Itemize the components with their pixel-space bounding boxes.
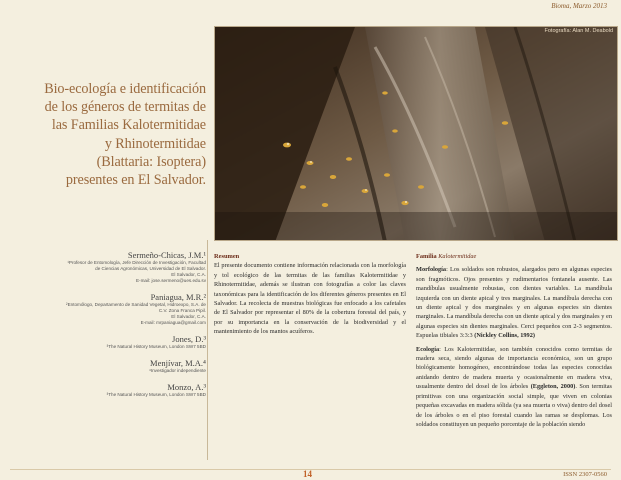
author-email: E-mail: mrpaniagua@gmail.com	[140, 320, 206, 325]
title-line: Bio-ecología e identificación	[44, 81, 206, 97]
author-affiliation: C.V. Zona Franca Pipil.	[158, 308, 206, 313]
author-name: Sermeño-Chicas, J.M.¹	[127, 250, 206, 260]
page-footer	[0, 466, 621, 480]
author-block	[6, 334, 206, 350]
issn-label: ISSN 2307-0560	[563, 471, 607, 478]
author-affiliation: El Salvador, C.A.	[171, 314, 206, 319]
abstract-heading: Resumen	[214, 253, 240, 260]
author-block	[6, 382, 206, 398]
author-block	[6, 250, 206, 284]
abstract-section	[214, 252, 406, 337]
ecology-heading: Ecología	[416, 345, 440, 353]
abstract-text: El presente documento contiene información relacionada con la morfología y tol ecológico de las termitas de las familias Kalotermitidae y Rhinotermitidae, además se ilustran con fotografías a color las claves taxonómicas para la identificación de los diferentes géneros presentes en El Salvador. La recolecta de muestras biológicas fue enfocado a los cafetales de El Salvador por representar el 80% de la cobertura forestal del país, y por su importancia en la conservación de la biodiversidad y el mantenimiento de los mantos acuíferos.	[214, 262, 406, 336]
morphology-heading: Morfología	[416, 266, 447, 274]
author-affiliation: de Ciencias Agronómicas, Universidad de El Salvador.	[95, 266, 206, 271]
page-number: 14	[303, 469, 312, 479]
author-email: E-mail: jose.sermeno@ues.edu.sv	[135, 278, 206, 283]
author-affiliation: ¹Profesor de Entomología, Jefe Dirección de Investigación, Facultad	[67, 260, 206, 265]
author-affiliation: ²Entomólogo, Departamento de Sanidad Vegetal, Hidroexpo, S.A. de	[66, 302, 206, 307]
ecology-paragraph	[416, 345, 612, 430]
morphology-text: : Los soldados son robustos, alargados pero en algunas especies son fragmóticos. Ojos presentes y rudimentarios fontanela ausente. Las mandíbulas usualmente robustas, con dientes variables. La mandíbula izquierda con un diente apical y tres marginales. La mandíbula derecha con un diente apical y dos marginales y en algunas especies sin dientes marginales. La mandíbula derecha con un diente apical y dos marginales y en algunas especies sin dientes marginales. Cerci pequeños con 2-3 segmentos. Espuelas tibiales 3:3:3	[416, 266, 612, 340]
ecology-text-continued: . Son termitas primitivas con una organización social simple, que viven en colonias pequeñas excavadas en madera sólida (ya sea muerta o viva) dentro del dosel de los árboles o en el piso forestal cuando las ramas se desplomas. Los soldados constituyen un pequeño porcentaje de la población siendo	[416, 383, 612, 428]
family-section	[416, 252, 612, 433]
title-line: presentes en El Salvador.	[65, 172, 206, 189]
author-affiliation: El Salvador, C.A.	[171, 272, 206, 277]
author-block	[6, 292, 206, 326]
ecology-citation: (Eggleton, 2000)	[530, 383, 576, 391]
author-block	[6, 358, 206, 374]
author-affiliation: ³The Natural History Museum, London SW7 5BD	[106, 392, 206, 397]
termite-photo	[214, 26, 618, 241]
title-line: de los géneros de termitas de	[44, 99, 206, 116]
ecology-text: : Los Kalotermitidae, son también conocidos como termitas de madera seca, siendo algunas de importancia económica, son un grupo biológicamente homogéneo, encontrándose todas las especies conocidas anidando dentro de madera muerta y ocasionalmente en madera viva, usualmente dentro del dosel de los árboles	[416, 345, 612, 391]
author-name: Paniagua, M.R.²	[150, 292, 206, 302]
family-label: Familia	[416, 253, 437, 260]
author-affiliation: ⁴Investigador independiente	[148, 368, 206, 373]
family-name: Kalotermitidae	[438, 253, 477, 260]
title-line: y Rhinotermitidae	[104, 135, 206, 152]
morphology-citation: (Nickley Collins, 1992)	[474, 332, 535, 340]
title-line: (Blattaria: Isoptera)	[96, 153, 206, 170]
author-affiliation: ³The Natural History Museum, London SW7 5BD	[106, 344, 206, 349]
author-name: Monzo, A.³	[167, 382, 206, 392]
author-list	[6, 250, 206, 402]
photo-credit: Fotografía: Alan M. Deabold	[544, 28, 613, 34]
wood-bark-image	[215, 27, 618, 241]
author-name: Menjívar, M.A.⁴	[150, 358, 206, 368]
column-divider	[207, 240, 208, 460]
author-name: Jones, D.³	[172, 334, 206, 344]
article-title	[14, 80, 206, 189]
family-heading	[416, 252, 612, 261]
morphology-paragraph	[416, 265, 612, 340]
magazine-header: Bioma, Marzo 2013	[551, 2, 607, 10]
title-line: las Familias Kalotermitidae	[51, 117, 206, 134]
